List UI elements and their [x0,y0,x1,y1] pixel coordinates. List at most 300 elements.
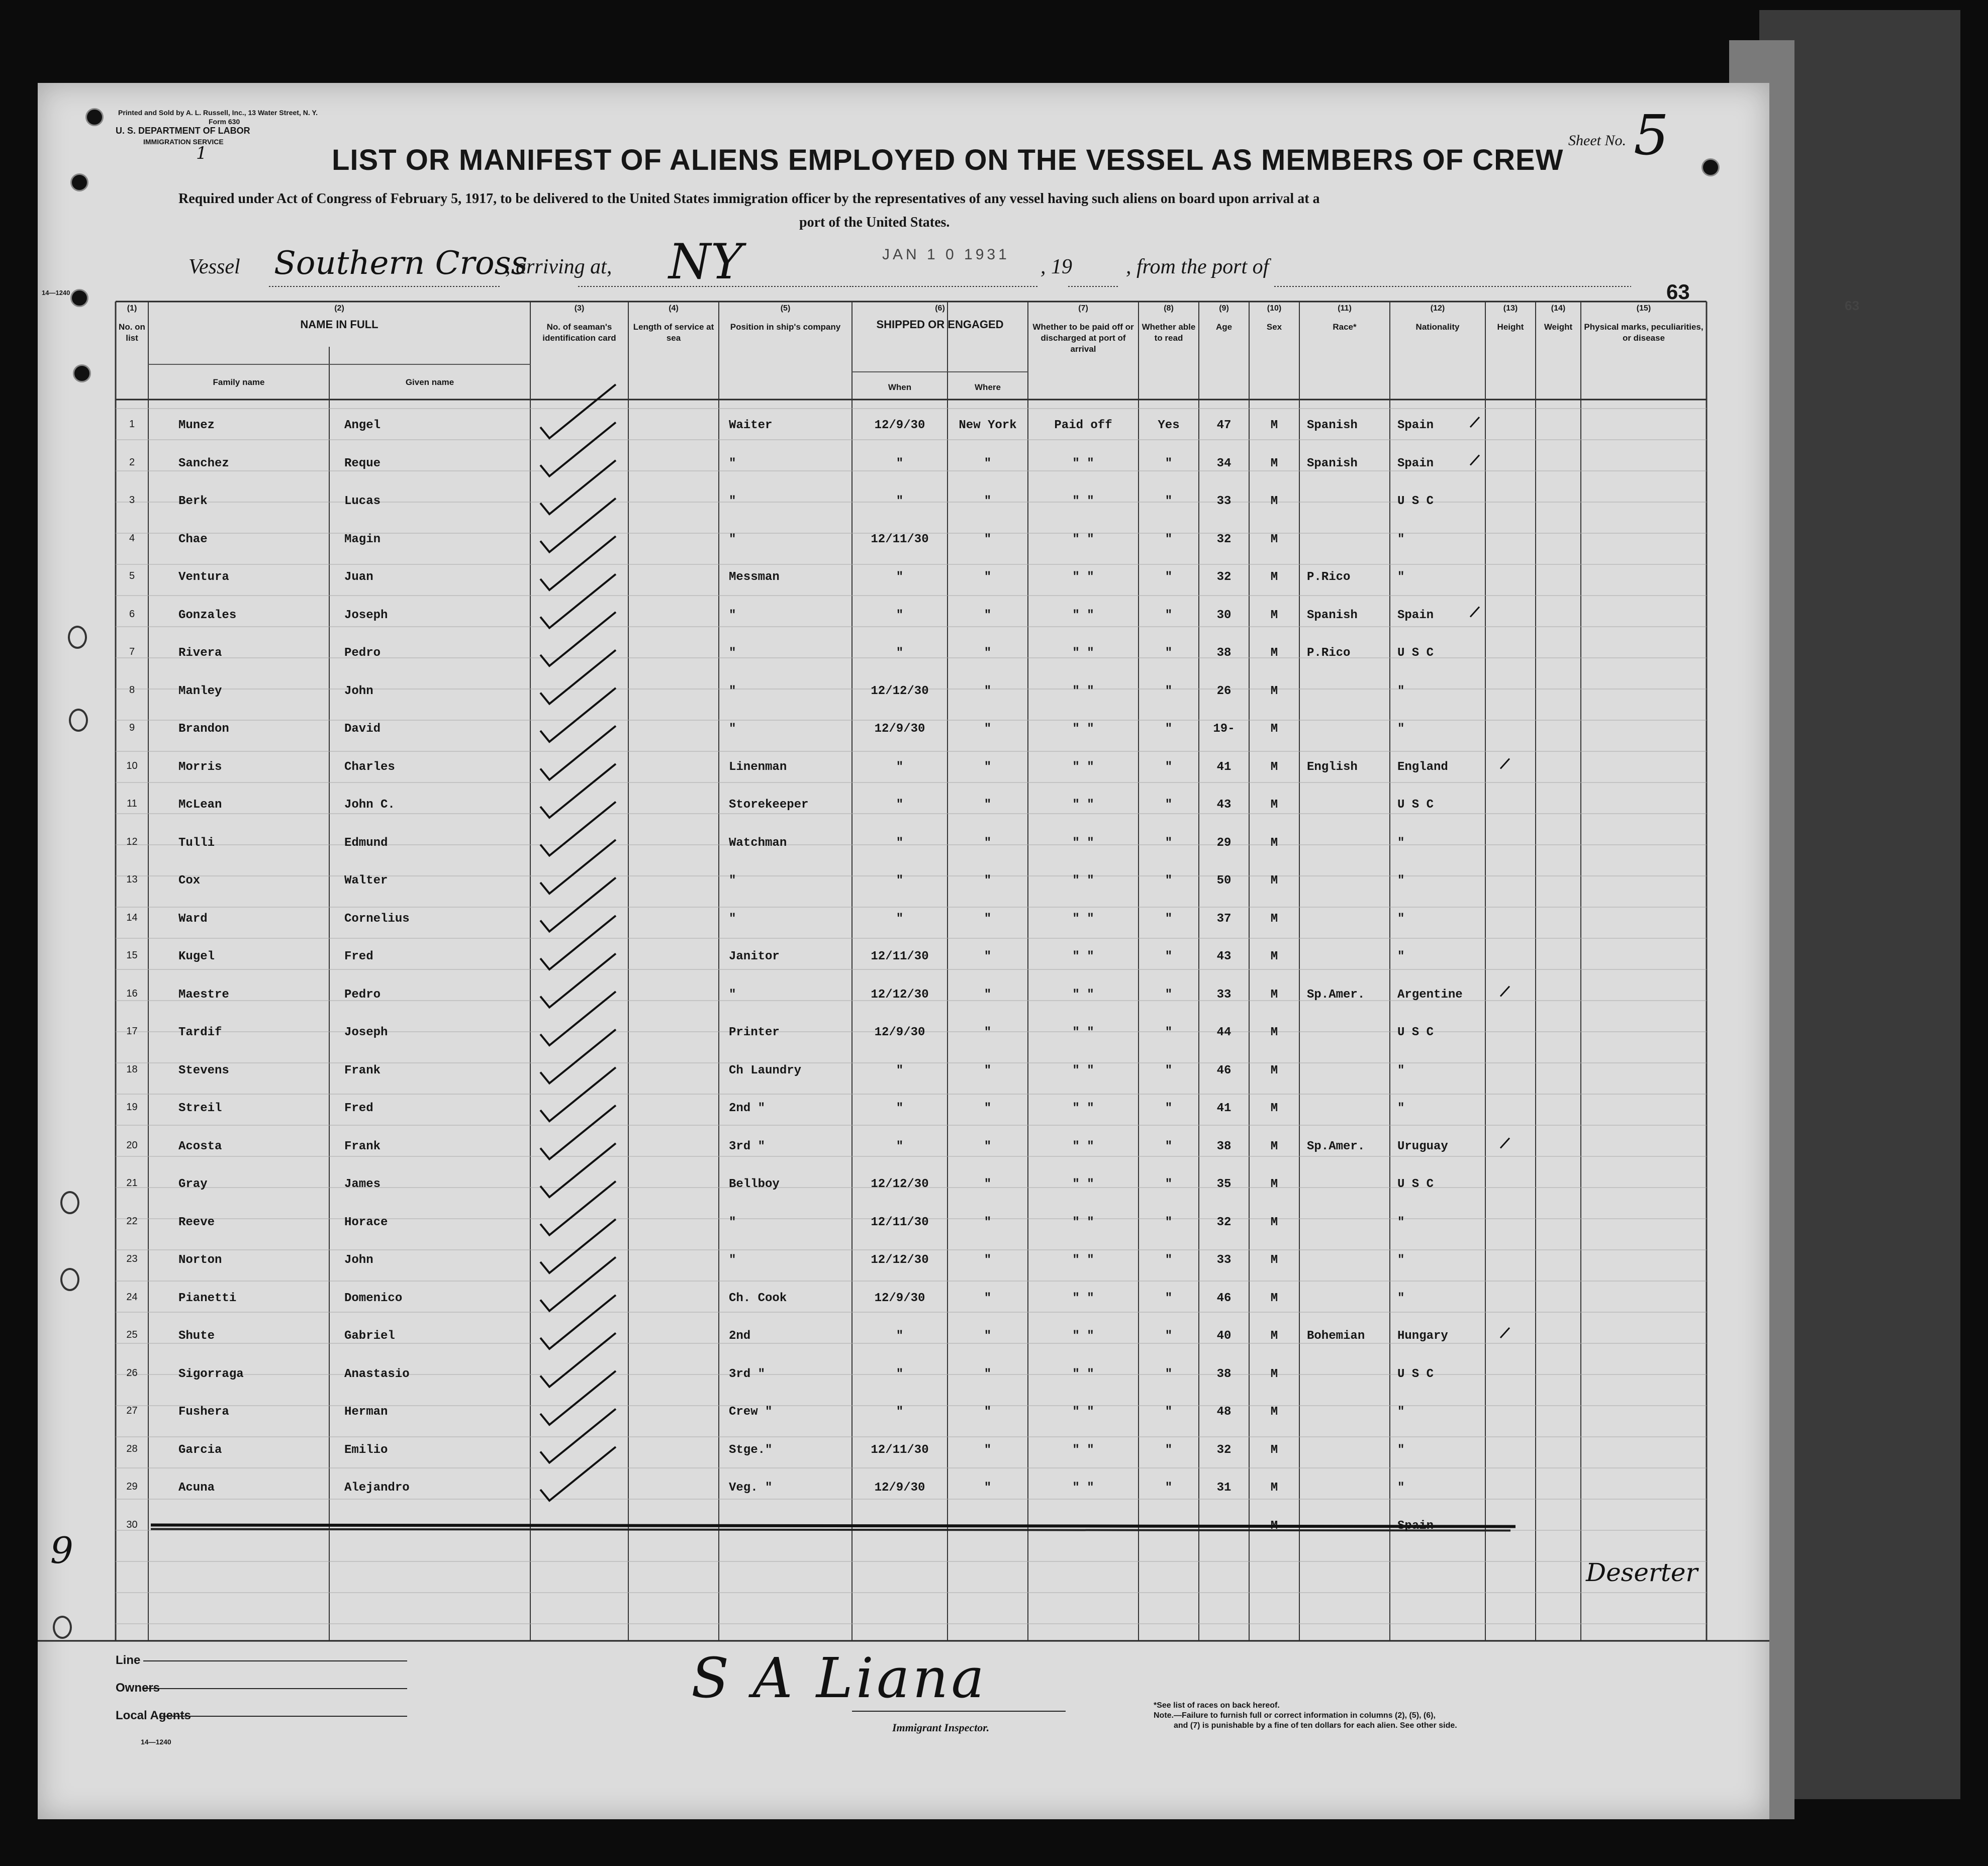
note-fine-2: and (7) is punishable by a fine of ten dollars for each alien. See other side. [1174,1721,1457,1730]
nationality: " [1397,874,1405,888]
nationality: U S C [1397,1026,1434,1039]
nationality: Uruguay [1397,1139,1448,1153]
form-title: LIST OR MANIFEST OF ALIENS EMPLOYED ON THE VESSEL AS MEMBERS OF CREW [332,144,1564,176]
given-name: Fred [344,1102,373,1115]
position: Storekeeper [729,798,809,812]
shipped-where: " [984,722,992,736]
nationality: " [1397,722,1405,736]
paid-off: " " [1072,1329,1094,1343]
age: 32 [1216,1443,1232,1457]
check-mark [540,878,616,932]
column-header: Sex [1266,322,1282,332]
nationality-tick [1500,759,1509,769]
given-name: Lucas [344,495,381,508]
row-number: 18 [126,1063,138,1075]
column-header: Age [1215,322,1233,332]
nationality-tick [1470,455,1479,465]
position: " [729,988,736,1002]
sex: M [1270,760,1278,774]
able-to-read: " [1165,722,1173,736]
family-name: Rivera [178,646,222,660]
column-header: No. of seaman's identification card [542,322,616,343]
shipped-where: " [984,760,992,774]
column-subheader: Given name [405,377,454,387]
check-mark [540,1371,616,1425]
sex: M [1270,684,1278,698]
age: 38 [1216,646,1232,660]
family-name: McLean [178,798,222,812]
column-number: (1) [127,304,137,313]
shipped-where: " [984,798,992,812]
given-name: John [344,1253,373,1267]
column-header: NAME IN FULL [300,318,378,331]
race: Bohemian [1307,1329,1365,1343]
age: 19- [1213,722,1235,736]
nationality: U S C [1397,798,1434,812]
shipped-where: " [984,988,992,1002]
able-to-read: " [1165,1329,1173,1343]
shipped-when: " [896,570,904,584]
position: Crew " [729,1405,773,1419]
age: 43 [1216,798,1232,812]
family-name: Chae [178,532,208,546]
paid-off: " " [1072,760,1094,774]
paid-off: " " [1072,456,1094,470]
position: " [729,1253,736,1267]
able-to-read: " [1165,874,1173,888]
family-name: Morris [178,760,222,774]
shipped-when: " [896,1329,904,1343]
given-name: Angel [344,419,381,432]
given-name: Emilio [344,1443,388,1457]
position: Bellboy [729,1177,780,1191]
paid-off: " " [1072,646,1094,660]
nationality: England [1397,760,1448,774]
sex: M [1270,874,1278,888]
paid-off: " " [1072,532,1094,546]
check-mark [540,802,616,856]
check-mark [540,612,616,666]
column-number: (12) [1430,304,1445,313]
given-name: James [344,1177,381,1191]
row-number: 11 [127,798,137,809]
able-to-read: " [1165,1063,1173,1077]
shipped-when: " [896,1102,904,1115]
shipped-where: " [984,1253,992,1267]
age: 32 [1216,1215,1232,1229]
row-number: 20 [126,1139,138,1151]
column-header: Whether able to read [1142,322,1196,343]
able-to-read: " [1165,950,1173,963]
age: 30 [1216,608,1232,622]
age: 37 [1216,912,1232,926]
family-name: Berk [178,495,208,508]
family-name: Acuna [178,1481,215,1495]
family-name: Sanchez [178,456,229,470]
able-to-read: " [1165,760,1173,774]
family-name: Stevens [178,1063,229,1077]
age: 31 [1216,1481,1232,1495]
given-name: Joseph [344,1026,388,1039]
sex: M [1270,988,1278,1002]
able-to-read: " [1165,1291,1173,1305]
nationality: U S C [1397,1177,1434,1191]
vessel-name: Southern Cross [274,245,528,282]
shipped-where: " [984,1405,992,1419]
check-mark [540,916,616,969]
column-subheader: When [888,382,912,392]
position: Printer [729,1026,780,1039]
column-header: Physical marks, peculiarities, or disease [1584,322,1703,343]
shipped-when: " [896,646,904,660]
position: Messman [729,570,780,584]
check-mark [540,1333,616,1387]
able-to-read: " [1165,1139,1173,1153]
given-name: Charles [344,760,395,774]
position: 3rd " [729,1139,766,1153]
given-name: Reque [344,456,381,470]
shipped-where: " [984,495,992,508]
nationality-tick [1500,1328,1509,1338]
given-name: John C. [344,798,395,812]
owners-label: Owners [116,1681,160,1695]
family-name: Gonzales [178,608,237,622]
family-name: Acosta [178,1139,222,1153]
nationality: Argentine [1397,988,1463,1002]
row-number: 3 [129,495,135,506]
position: 3rd " [729,1367,766,1381]
right-margin-number: 63 [1845,298,1859,313]
column-header: SHIPPED OR ENGAGED [876,318,1004,331]
sex: M [1270,836,1278,850]
form-code: 14—1240 [141,1738,171,1746]
given-name: Cornelius [344,912,410,926]
able-to-read: " [1165,912,1173,926]
shipped-when: " [896,760,904,774]
column-subheader: Family name [213,377,265,387]
check-mark [540,499,616,552]
deserter-remark: Deserter [1586,1558,1698,1587]
family-name: Sigorraga [178,1367,244,1381]
row-number: 12 [126,836,138,847]
sex: M [1270,1443,1278,1457]
column-header: No. on list [119,322,145,343]
inspector-signature: S A Liana [691,1646,987,1710]
shipped-where: " [984,836,992,850]
sex: M [1270,1063,1278,1077]
column-number: (4) [669,304,679,313]
row-number: 1 [129,419,135,430]
inspector-label: Immigrant Inspector. [892,1721,990,1734]
row-number: 27 [126,1405,138,1416]
nationality: " [1397,1443,1405,1457]
column-number: (2) [334,304,344,313]
family-name: Reeve [178,1215,215,1229]
age: 32 [1216,532,1232,546]
strike-through [151,1525,1516,1527]
shipped-where: " [984,1443,992,1457]
given-name: David [344,722,381,736]
check-mark [540,1106,616,1159]
sex: M [1270,1405,1278,1419]
check-mark [540,1067,616,1121]
nationality: " [1397,1063,1405,1077]
position: Janitor [729,950,780,963]
position: " [729,874,736,888]
given-name: John [344,684,373,698]
age: 38 [1216,1367,1232,1381]
age: 44 [1216,1026,1232,1039]
sex: M [1270,1215,1278,1229]
nationality: Spain [1397,456,1434,470]
shipped-where: " [984,646,992,660]
column-number: (10) [1267,304,1282,313]
paid-off: " " [1072,798,1094,812]
paid-off: " " [1072,1102,1094,1115]
age: 40 [1216,1329,1232,1343]
race: P.Rico [1307,646,1351,660]
position: Veg. " [729,1481,773,1495]
column-header: Race* [1333,322,1357,332]
date-stamp: JAN 1 0 1931 [882,246,1010,263]
sex: M [1270,1329,1278,1343]
column-number: (7) [1078,304,1088,313]
sex: M [1270,1177,1278,1191]
sex: M [1270,722,1278,736]
check-mark [540,650,616,704]
local-agents-label: Local Agents [116,1709,191,1722]
nationality: " [1397,684,1405,698]
shipped-when: 12/11/30 [871,1443,929,1457]
family-name: Garcia [178,1443,222,1457]
shipped-when: 12/9/30 [874,1481,925,1495]
row-number: 22 [126,1215,138,1227]
shipped-when: 12/9/30 [874,419,925,432]
given-name: Joseph [344,608,388,622]
age: 41 [1216,760,1232,774]
position: Ch Laundry [729,1063,802,1077]
position: " [729,608,736,622]
position: 2nd " [729,1102,766,1115]
sex: M [1270,798,1278,812]
given-name: Gabriel [344,1329,395,1343]
nationality: U S C [1397,1367,1434,1381]
given-name: Horace [344,1215,388,1229]
able-to-read: " [1165,1405,1173,1419]
position: " [729,646,736,660]
check-mark [540,1257,616,1311]
family-name: Streil [178,1102,222,1115]
row-number: 8 [129,684,135,696]
shipped-when: " [896,1139,904,1153]
nationality-tick [1470,607,1479,617]
sex: M [1270,1519,1278,1533]
row-number: 24 [126,1291,138,1303]
row-number: 25 [126,1329,138,1340]
given-name: Pedro [344,646,381,660]
able-to-read: " [1165,1253,1173,1267]
shipped-where: " [984,608,992,622]
check-mark [540,1219,616,1273]
family-name: Fushera [178,1405,229,1419]
sex: M [1270,1367,1278,1381]
nationality: " [1397,570,1405,584]
column-number: (5) [780,304,791,313]
row-number: 10 [126,760,138,771]
column-number: (15) [1636,304,1651,313]
position: " [729,1215,736,1229]
sex: M [1270,608,1278,622]
family-name: Ward [178,912,208,926]
arriving-port: NY [669,234,743,290]
shipped-when: " [896,912,904,926]
age: 43 [1216,950,1232,963]
row-number: 28 [126,1443,138,1454]
age: 41 [1216,1102,1232,1115]
position: Watchman [729,836,787,850]
age: 29 [1216,836,1232,850]
given-name: Magin [344,532,381,546]
position: Waiter [729,419,773,432]
check-mark [540,460,616,514]
note-fine: Note.—Failure to furnish full or correct information in columns (2), (5), (6), [1154,1711,1436,1720]
sex: M [1270,570,1278,584]
paid-off: " " [1072,495,1094,508]
shipped-when: 12/12/30 [871,1253,929,1267]
position: " [729,722,736,736]
age: 46 [1216,1291,1232,1305]
row-number: 26 [126,1367,138,1379]
nationality: U S C [1397,495,1434,508]
column-header: Nationality [1415,322,1460,332]
family-name: Kugel [178,950,215,963]
age: 35 [1216,1177,1232,1191]
check-mark [540,688,616,742]
shipped-when: " [896,608,904,622]
paid-off: " " [1072,836,1094,850]
check-mark [540,423,616,476]
nationality: Spain [1397,419,1434,432]
able-to-read: " [1165,1481,1173,1495]
shipped-where: " [984,684,992,698]
paid-off: " " [1072,570,1094,584]
nationality: Hungary [1397,1329,1448,1343]
given-name: Domenico [344,1291,403,1305]
position: " [729,532,736,546]
paid-off: " " [1072,912,1094,926]
row-number: 19 [126,1102,138,1113]
family-name: Norton [178,1253,222,1267]
position: Stge." [729,1443,773,1457]
family-name: Tulli [178,836,215,850]
column-subheader: Where [975,382,1001,392]
able-to-read: " [1165,1215,1173,1229]
sex: M [1270,1291,1278,1305]
shipped-when: " [896,456,904,470]
paid-off: " " [1072,1026,1094,1039]
shipped-when: 12/12/30 [871,684,929,698]
paid-off: " " [1072,722,1094,736]
shipped-when: " [896,495,904,508]
sex: M [1270,1102,1278,1115]
family-name: Brandon [178,722,229,736]
shipped-where: " [984,1177,992,1191]
paid-off: " " [1072,988,1094,1002]
age: 33 [1216,495,1232,508]
able-to-read: " [1165,1177,1173,1191]
row-number: 6 [129,608,135,620]
shipped-where: " [984,532,992,546]
row-number: 29 [126,1481,138,1492]
able-to-read: " [1165,988,1173,1002]
sex: M [1270,1139,1278,1153]
form-subtitle-2: port of the United States. [799,215,950,230]
column-header: Height [1497,322,1524,332]
row-number: 17 [126,1026,138,1037]
check-mark [540,992,616,1045]
nationality: " [1397,1215,1405,1229]
shipped-where: " [984,912,992,926]
sex: M [1270,532,1278,546]
column-number: (13) [1503,304,1518,313]
shipped-when: 12/11/30 [871,532,929,546]
strike-through [151,1529,1510,1531]
shipped-where: " [984,1026,992,1039]
family-name: Ventura [178,570,229,584]
shipped-where: " [984,1367,992,1381]
age: 47 [1216,419,1232,432]
shipped-when: 12/12/30 [871,988,929,1002]
paid-off: " " [1072,1481,1094,1495]
row-number: 7 [129,646,135,657]
nationality: " [1397,912,1405,926]
check-mark [540,574,616,628]
able-to-read: Yes [1158,419,1180,432]
shipped-when: 12/9/30 [874,1026,925,1039]
row-number: 13 [126,874,138,885]
shipped-when: 12/12/30 [871,1177,929,1191]
paid-off: " " [1072,1443,1094,1457]
paid-off: " " [1072,608,1094,622]
able-to-read: " [1165,495,1173,508]
manifest-sheet [38,83,1859,1819]
column-number: (11) [1338,304,1352,313]
shipped-when: " [896,1405,904,1419]
given-name: Herman [344,1405,388,1419]
family-name: Tardif [178,1026,222,1039]
line-label: Line [116,1653,141,1667]
shipped-when: " [896,836,904,850]
paid-off: " " [1072,950,1094,963]
position: " [729,684,736,698]
race: Sp.Amer. [1307,988,1365,1002]
paid-off: Paid off [1054,419,1112,432]
row-number: 21 [126,1177,138,1189]
age: 38 [1216,1139,1232,1153]
paid-off: " " [1072,684,1094,698]
column-header: Weight [1544,322,1573,332]
able-to-read: " [1165,1367,1173,1381]
column-number: (8) [1164,304,1174,313]
shipped-where: " [984,570,992,584]
nationality: Spain [1397,608,1434,622]
form-number: Form 630 [209,118,240,126]
given-name: Alejandro [344,1481,410,1495]
row-29-margin-mark: 9 [50,1529,73,1572]
age: 48 [1216,1405,1232,1419]
family-name: Gray [178,1177,208,1191]
given-name: Pedro [344,988,381,1002]
